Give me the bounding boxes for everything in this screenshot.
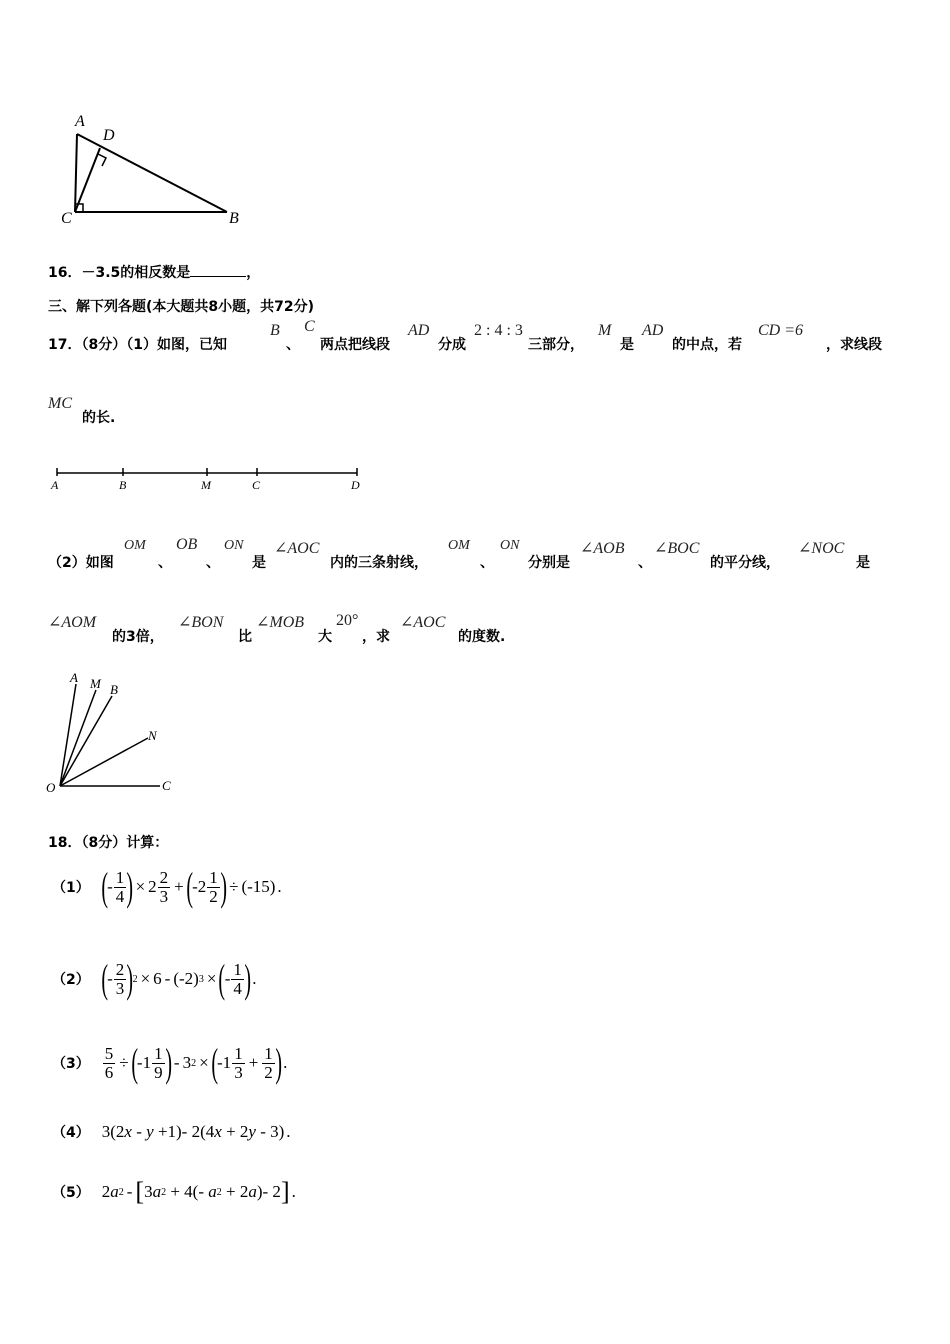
expression-5: 2 a 2 - [ 3 a 2 + 4(- a 2 + 2 a )- 2 ] . <box>101 1177 296 1206</box>
triangle-figure <box>55 110 255 235</box>
label-M: M <box>90 676 101 691</box>
math-ratio: 2 : 4 : 3 <box>474 322 523 339</box>
item-label: （3） <box>52 1056 90 1072</box>
label-D: D <box>351 478 360 492</box>
q17-text: 比 <box>238 629 252 645</box>
math-angle-NOC: ∠NOC <box>798 540 845 557</box>
sep: 、 <box>206 555 220 571</box>
q16-text: 16．－3.5的相反数是 <box>48 265 191 281</box>
label-O: O <box>46 780 56 795</box>
item-label: （1） <box>52 880 90 896</box>
q17-text: 三部分， <box>528 337 584 353</box>
math-angle-MOB: ∠MOB <box>256 614 305 631</box>
q17-text: （2）如图 <box>48 555 114 571</box>
expression-2: ( - $\frac{2}{3}$ ) 2 × 6 - (-2) 3 × ( - $\frac{1}{4}$ ) . <box>101 956 257 1001</box>
math-M: M <box>598 322 612 339</box>
q17-text: 17．（8分）（1）如图，已知 <box>48 337 227 353</box>
q17-text: 的平分线， <box>710 555 780 571</box>
math-AD: AD <box>408 322 430 339</box>
label-B: B <box>119 478 127 492</box>
math-MC: MC <box>48 395 72 412</box>
calc-item-3 <box>52 1038 287 1088</box>
math-degree: 20° <box>336 612 359 629</box>
q17-text: 是 <box>252 555 266 571</box>
math-angle-BON: ∠BON <box>178 614 224 631</box>
question-17-part1-cont <box>48 395 248 435</box>
math-C: C <box>304 318 315 335</box>
item-label: （5） <box>52 1185 90 1201</box>
q17-text: 内的三条射线， <box>330 555 428 571</box>
math-CD: CD =6 <box>758 322 804 339</box>
math-ON: ON <box>500 538 520 553</box>
label-M: M <box>201 478 211 492</box>
label-A: A <box>70 670 78 685</box>
math-B: B <box>270 322 280 339</box>
sep: 、 <box>638 555 652 571</box>
sep: 、 <box>286 337 300 353</box>
calc-item-4 <box>52 1112 291 1152</box>
calc-item-1 <box>52 862 282 912</box>
math-OM: OM <box>124 538 146 553</box>
calc-item-2 <box>52 954 257 1004</box>
segment-figure <box>45 462 375 497</box>
q17-text: 分别是 <box>528 555 570 571</box>
rays-figure <box>40 670 190 800</box>
q17-text: 的3倍， <box>112 629 164 645</box>
question-17-part1 <box>48 318 908 362</box>
answer-blank <box>190 264 246 277</box>
q17-text: 大 <box>318 629 332 645</box>
q17-text: 是 <box>856 555 870 571</box>
label-C: C <box>162 778 171 793</box>
question-18-title: 18．（8分）计算： <box>48 835 169 851</box>
expression-3: $\frac{5}{6}$ ÷ ( -1 $\frac{1}{9}$ ) - 3 2 × ( -1 $\frac{1}{3}$ + $\frac{1}{2}$ ) . <box>104 1040 288 1085</box>
math-angle-AOB: ∠AOB <box>580 540 625 557</box>
question-17-part2 <box>48 538 908 578</box>
q17-text: 两点把线段 <box>320 337 390 353</box>
math-angle-BOC: ∠BOC <box>654 540 700 557</box>
item-label: （2） <box>52 972 90 988</box>
sep: 、 <box>480 555 494 571</box>
label-C: C <box>252 478 261 492</box>
question-17-part2-cont <box>48 612 548 652</box>
label-A: A <box>51 478 59 492</box>
q17-text: 的长. <box>82 410 116 426</box>
label-A: A <box>75 113 85 130</box>
expression-1: ( - $\frac{1}{4}$ ) × 2 $\frac{2}{3}$ + ( -2 $\frac{1}{2}$ ) ÷ (-15) . <box>101 864 282 909</box>
math-ON: ON <box>224 538 244 553</box>
label-B: B <box>229 210 239 227</box>
q16-tail: ， <box>246 265 261 281</box>
section-title: 三、解下列各题(本大题共8小题，共72分) <box>48 299 315 315</box>
sep: 、 <box>158 555 172 571</box>
label-C: C <box>61 210 72 227</box>
q17-text: 的中点，若 <box>672 337 742 353</box>
label-D: D <box>103 127 115 144</box>
q17-text: ，求 <box>362 629 390 645</box>
item-label: （4） <box>52 1125 90 1141</box>
math-OB: OB <box>176 536 198 553</box>
q17-text: ，求线段 <box>826 337 882 353</box>
math-angle-AOM: ∠AOM <box>48 614 97 631</box>
expression-4: 3(2 x - y +1)- 2(4 x + 2 y - 3) . <box>101 1122 291 1141</box>
calc-item-5 <box>52 1172 296 1212</box>
q17-text: 的度数. <box>458 629 506 645</box>
q17-text: 分成 <box>438 337 466 353</box>
math-OM: OM <box>448 538 470 553</box>
math-angle-AOC: ∠AOC <box>400 614 446 631</box>
label-N: N <box>148 728 157 743</box>
q17-text: 是 <box>620 337 634 353</box>
question-16 <box>48 262 260 282</box>
math-angle-AOC: ∠AOC <box>274 540 320 557</box>
math-AD: AD <box>642 322 664 339</box>
label-B: B <box>110 682 118 697</box>
